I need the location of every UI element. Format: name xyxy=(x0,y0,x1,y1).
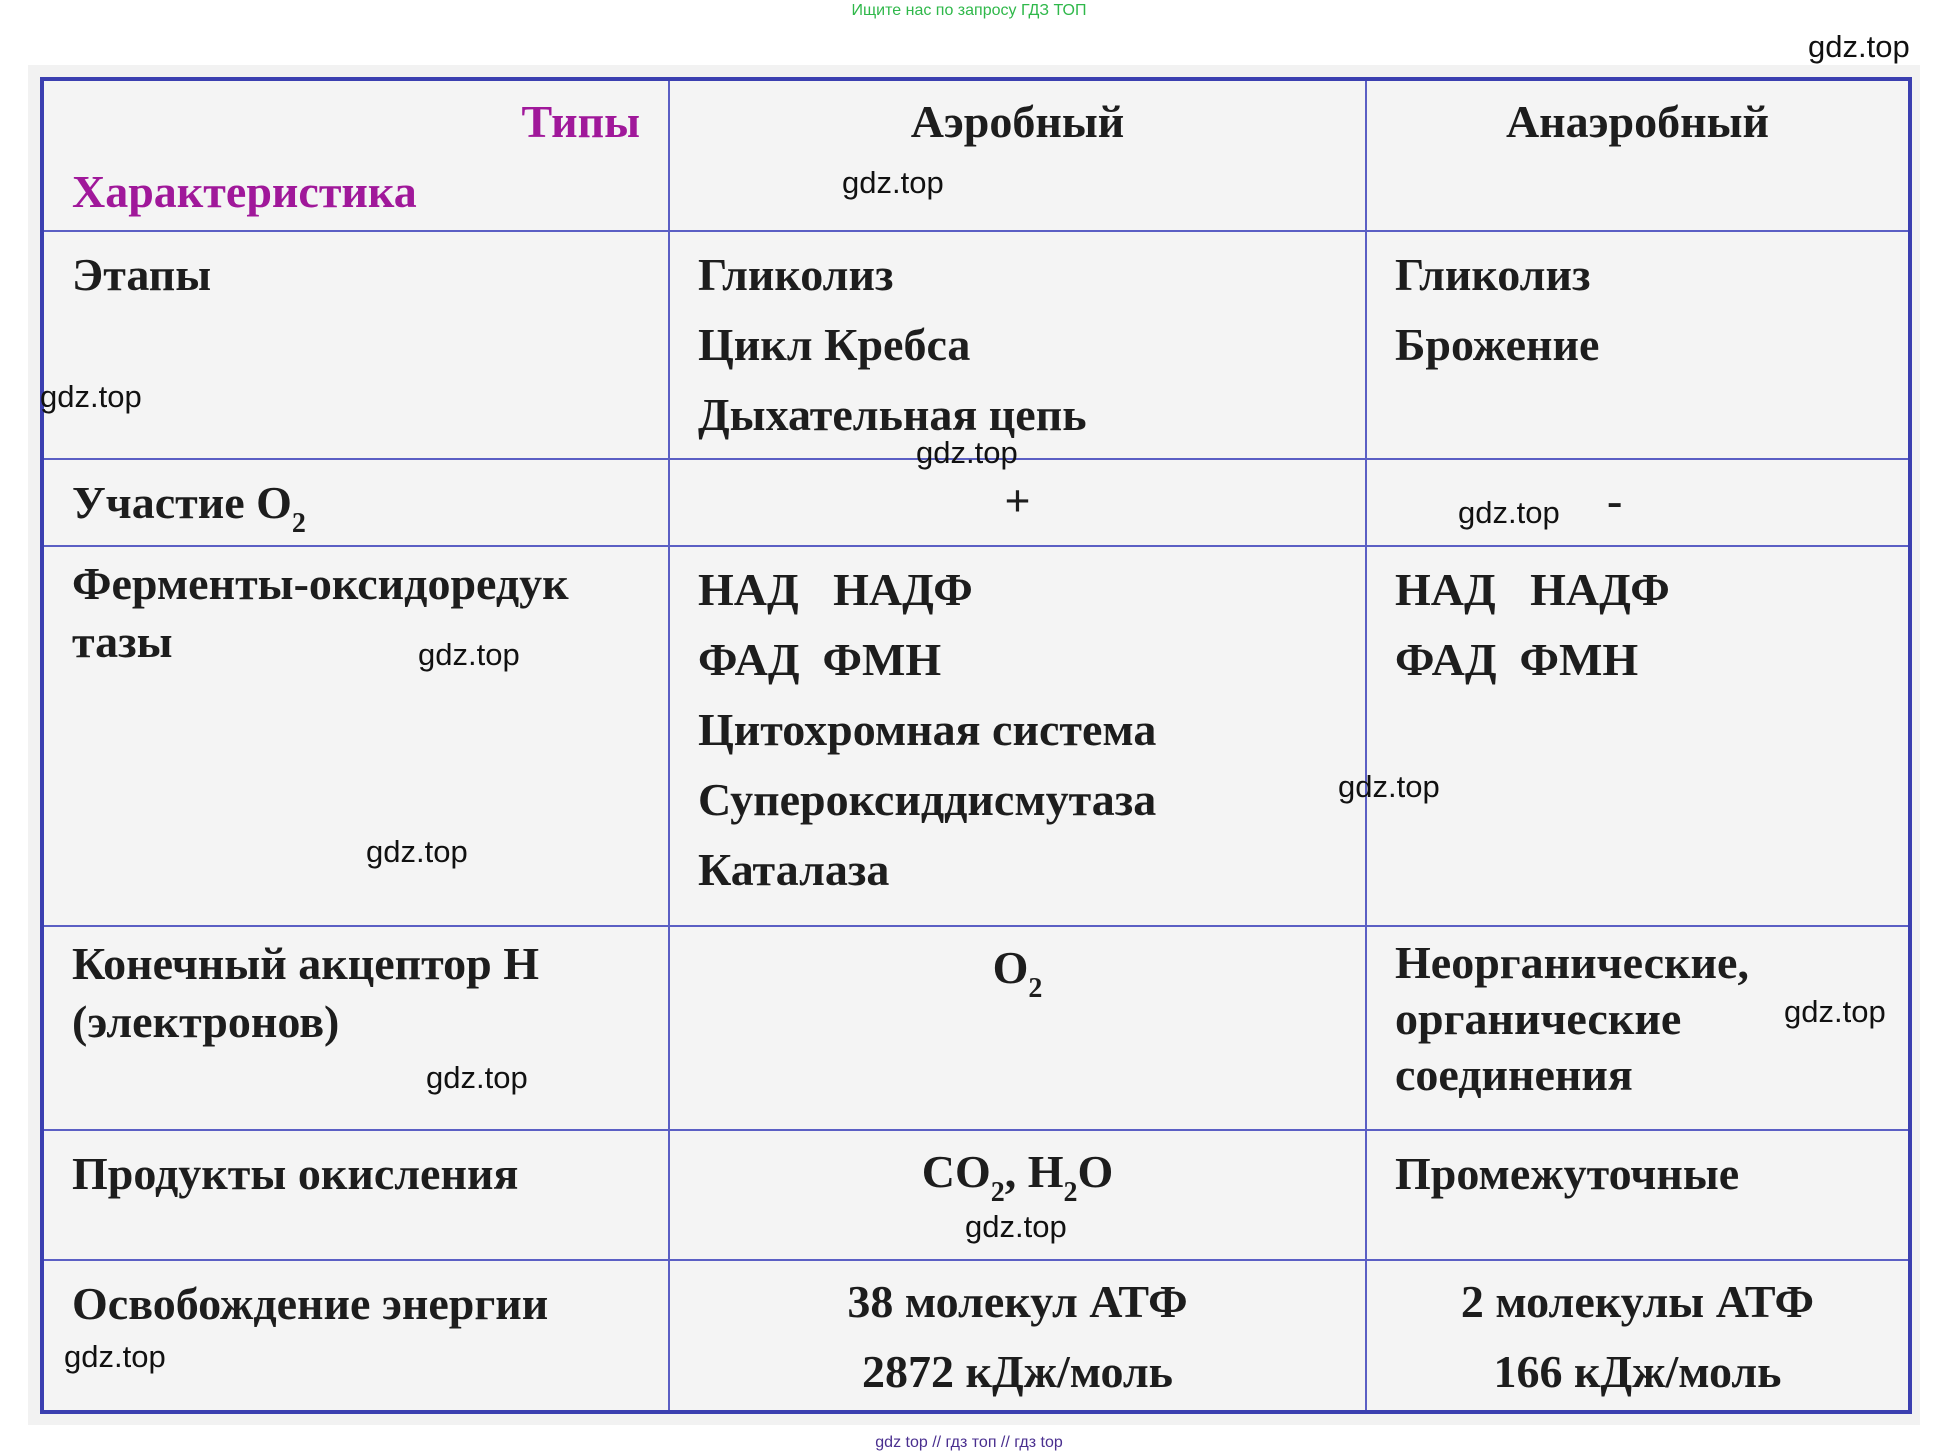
watermark: gdz.top xyxy=(1338,769,1440,804)
list-item: 2872 кДж/моль xyxy=(861,1346,1174,1397)
table-row xyxy=(42,459,1910,546)
row-label-energy: Освобождение энергии xyxy=(42,1260,669,1412)
products-aerobic-value: $CO_2$, $H_2O$ xyxy=(669,1130,1366,1260)
watermark: gdz.top xyxy=(965,1209,1067,1244)
list-item: Дыхательная цепь xyxy=(698,389,1087,440)
list-item: ФАД ФМН xyxy=(1395,634,1639,685)
watermark: gdz.top xyxy=(842,165,944,200)
list-item: 2 молекулы АТФ xyxy=(1460,1276,1815,1327)
enzymes-aerobic-cell xyxy=(669,546,1366,926)
watermark: gdz.top xyxy=(426,1060,528,1095)
products-anaerobic-value: Промежуточные xyxy=(1366,1130,1910,1260)
row-label-stages: Этапы xyxy=(42,231,669,459)
list-item: органические xyxy=(1395,993,1682,1044)
watermark: gdz.top xyxy=(1784,994,1886,1029)
watermark: gdz.top xyxy=(1458,495,1560,530)
table-row xyxy=(42,231,1910,459)
watermark: gdz.top xyxy=(1808,29,1910,64)
list-item: соединения xyxy=(1395,1049,1633,1100)
o2-aerobic-value: + xyxy=(669,459,1366,546)
stages-aerobic-cell xyxy=(669,231,1366,459)
header-characteristic: Характеристика xyxy=(72,166,417,217)
header-corner-cell xyxy=(42,79,669,231)
stages-anaerobic-cell xyxy=(1366,231,1910,459)
energy-anaerobic-cell xyxy=(1366,1260,1910,1412)
list-item: Брожение xyxy=(1395,319,1600,370)
acceptor-aerobic-value: $O_2$ xyxy=(669,926,1366,1130)
list-item: НАД НАДФ xyxy=(1395,564,1670,615)
table-row xyxy=(42,926,1910,1130)
row-label-enzymes: Ферменты-оксидоредук тазы xyxy=(42,546,669,926)
table-header-row xyxy=(42,79,1910,231)
list-item: Цикл Кребса xyxy=(698,319,971,370)
row-label-o2: Участие $O_2$ xyxy=(42,459,669,546)
header-aerobic: Аэробный xyxy=(669,79,1366,231)
watermark: gdz.top xyxy=(916,435,1018,470)
watermark: gdz.top xyxy=(64,1339,166,1374)
enzymes-anaerobic-cell xyxy=(1366,546,1910,926)
list-item: Гликолиз xyxy=(698,249,894,300)
row-label-acceptor: Конечный акцептор Н (электронов) xyxy=(42,926,669,1130)
list-item: ФАД ФМН xyxy=(698,634,942,685)
o2-anaerobic-cell xyxy=(1366,459,1910,546)
list-item: 166 кДж/моль xyxy=(1493,1346,1782,1397)
o2-anaerobic-value: - xyxy=(1607,475,1623,526)
list-item: Каталаза xyxy=(698,844,890,895)
header-anaerobic: Анаэробный xyxy=(1366,79,1910,231)
watermark: gdz.top xyxy=(418,637,520,672)
row-label-products: Продукты окисления xyxy=(42,1130,669,1260)
watermark: gdz.top xyxy=(366,834,468,869)
list-item: 38 молекул АТФ xyxy=(847,1276,1188,1327)
table-row xyxy=(42,1260,1910,1412)
top-banner: Ищите нас по запросу ГДЗ ТОП xyxy=(851,2,1087,19)
list-item: Цитохромная система xyxy=(698,704,1157,755)
energy-aerobic-cell xyxy=(669,1260,1366,1412)
table-row xyxy=(42,546,1910,926)
header-types: Типы xyxy=(521,96,640,147)
list-item: Супероксиддисмутаза xyxy=(698,774,1157,825)
list-item: НАД НАДФ xyxy=(698,564,973,615)
watermark: gdz.top xyxy=(40,379,142,414)
list-item: Гликолиз xyxy=(1395,249,1591,300)
list-item: Неорганические, xyxy=(1395,937,1749,988)
bottom-credit: gdz top // гдз топ // гдз top xyxy=(875,1434,1063,1451)
